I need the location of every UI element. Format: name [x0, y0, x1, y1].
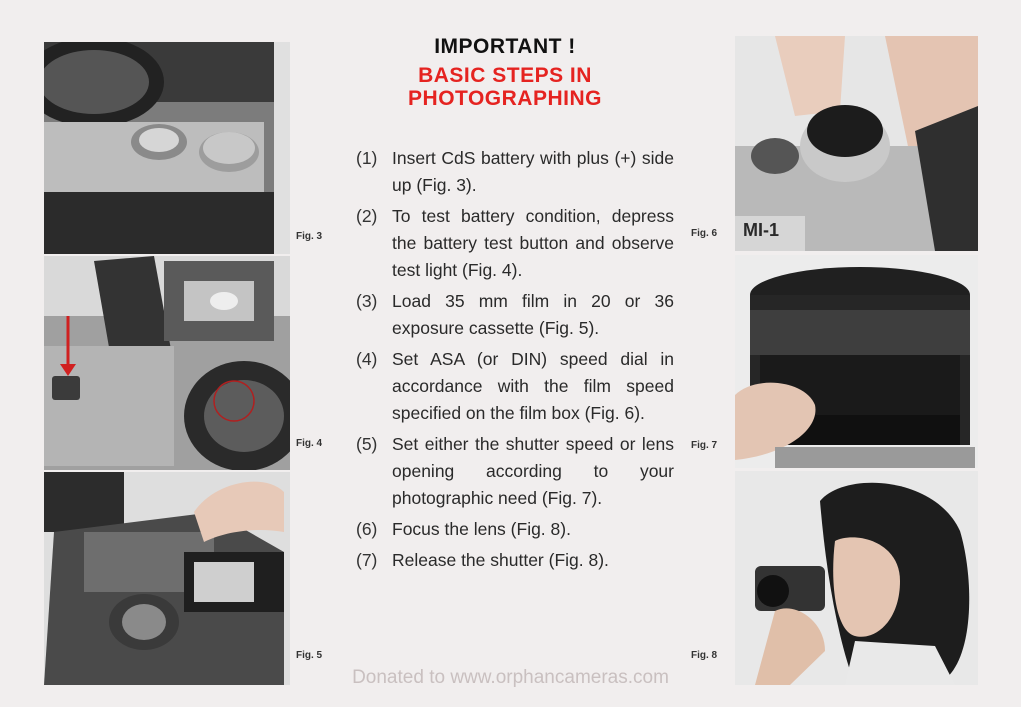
- step-text: Set either the shutter speed or lens opening according to your photographic need (Fig. 7).: [392, 434, 674, 508]
- fig8-photo-photographer: [735, 471, 978, 685]
- svg-text:MI-1: MI-1: [743, 220, 779, 240]
- step-text: Focus the lens (Fig. 8).: [392, 519, 571, 539]
- step-number: (2): [356, 206, 378, 226]
- fig3-label: Fig. 3: [296, 231, 323, 242]
- fig3-photo-battery-cap: [44, 42, 290, 254]
- fig8-label: Fig. 8: [691, 650, 718, 661]
- fig7-label: Fig. 7: [691, 440, 718, 451]
- steps-list: [336, 145, 674, 578]
- fig5-photo-film-loading: [44, 472, 290, 685]
- step-number: (7): [356, 550, 378, 570]
- important-heading: IMPORTANT !: [434, 35, 576, 58]
- step-item: [336, 346, 674, 427]
- step-item: [336, 203, 674, 284]
- heading-block: [336, 34, 674, 110]
- fig5-label: Fig. 5: [296, 650, 323, 661]
- step-item: [336, 431, 674, 512]
- step-number: (4): [356, 349, 378, 369]
- step-text: To test battery condition, depress the battery test button and observe test light (Fig. 4).: [392, 206, 674, 280]
- step-number: (1): [356, 148, 378, 168]
- fig6-photo-asa-dial: [735, 36, 978, 251]
- step-item: [336, 547, 674, 574]
- step-item: [336, 288, 674, 342]
- fig4-label: Fig. 4: [296, 438, 323, 449]
- basic-steps-heading-line1: BASIC STEPS IN: [418, 64, 592, 87]
- step-text: Insert CdS battery with plus (+) side up (Fig. 3).: [392, 148, 674, 195]
- basic-steps-heading-line2: PHOTOGRAPHING: [408, 87, 602, 110]
- watermark: Donated to www.orphancameras.com: [352, 667, 669, 688]
- step-text: Set ASA (or DIN) speed dial in accordance with the film speed specified on the film box (Fig. 6).: [392, 349, 674, 423]
- step-number: (3): [356, 291, 378, 311]
- fig6-label: Fig. 6: [691, 228, 718, 239]
- step-text: Load 35 mm film in 20 or 36 exposure cassette (Fig. 5).: [392, 291, 674, 338]
- step-number: (5): [356, 434, 378, 454]
- step-item: [336, 145, 674, 199]
- step-text: Release the shutter (Fig. 8).: [392, 550, 609, 570]
- step-number: (6): [356, 519, 378, 539]
- fig4-photo-battery-test: [44, 256, 290, 470]
- step-item: [336, 516, 674, 543]
- fig7-photo-lens-aperture: [735, 255, 978, 468]
